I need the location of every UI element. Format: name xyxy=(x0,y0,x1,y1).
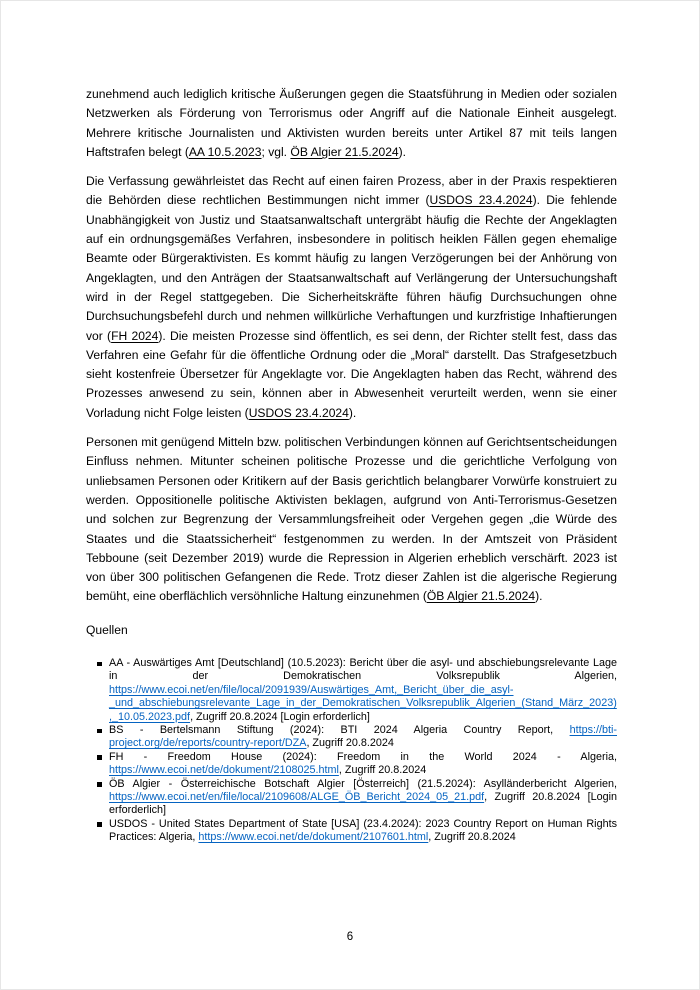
source-item xyxy=(97,657,617,724)
text-run: , Zugriff 20.8.2024 xyxy=(428,831,516,844)
text-run: ). xyxy=(348,405,357,420)
source-url-link[interactable]: https://www.ecoi.net/en/file/local/2109608/ALGE_ÖB_Bericht_2024_05_21.pdf xyxy=(109,791,485,804)
source-item xyxy=(97,724,617,751)
text-run: , Zugriff 20.8.2024 xyxy=(338,764,427,777)
bullet-square-icon xyxy=(97,822,102,827)
text-run: Die Verfassung gewährleistet das Recht auf einen fairen Prozess, aber in der Praxis respektieren die Behörden diese rechtlichen Bestimmungen nicht immer ( xyxy=(86,174,617,208)
text-run: AA - Auswärtiges Amt [Deutschland] (10.5.2023): Bericht über die asyl- und abschiebungsrelevante Lage in der Demokratischen Volksrepublik Algerien, xyxy=(109,657,617,683)
text-run: ). Die meisten Prozesse sind öffentlich, es sei denn, der Richter stellt fest, dass das Verfahren eine Gefahr für die öffentliche Ordnung oder die „Moral“ darstellt. Das Strafgesetzbuch sieht kostenfreie Übersetzer für Angeklagte vor. Die Angeklagten haben das Recht, während des Prozesses anwesend zu sein, können aber in Abwesenheit verurteilt werden, wenn sie einer Vorladung nicht Folge leisten ( xyxy=(86,328,617,420)
text-run: , Zugriff 20.8.2024 [Login erforderlich] xyxy=(109,791,617,817)
text-run: ÖB Algier - Österreichische Botschaft Algier [Österreich] (21.5.2024): Asylländerbericht Algerien, xyxy=(109,777,617,790)
paragraph xyxy=(86,433,617,607)
sources-list xyxy=(86,657,617,845)
text-run: FH - Freedom House (2024): Freedom in the World 2024 - Algeria, xyxy=(109,750,617,763)
bullet-square-icon xyxy=(97,782,102,787)
source-item xyxy=(97,778,617,818)
source-text xyxy=(109,657,617,723)
source-url-link[interactable]: https://www.ecoi.net/en/file/local/2091939/Auswärtiges_Amt,_Bericht_über_die_asyl-_und_abschiebungsrelevante_Lage_in_der_Demokratischen_Volksrepublik_Algerien_(Stand_März_2023),_10.05.2023.pdf xyxy=(109,683,617,723)
page-content xyxy=(86,85,617,845)
source-item xyxy=(97,818,617,845)
source-text xyxy=(109,818,617,843)
source-text xyxy=(109,778,617,817)
paragraph xyxy=(86,172,617,423)
source-item xyxy=(97,751,617,778)
source-url-link[interactable]: https://bti-project.org/de/reports/country-report/DZA xyxy=(109,724,617,750)
text-run: Personen mit genügend Mitteln bzw. politischen Verbindungen können auf Gerichtsentscheidungen Einfluss nehmen. Mitunter scheinen politische Prozesse und die gerichtliche Verfolgung von unliebsamen Personen oder Kritikern auf der Basis gerichtlich belangbarer Vorwürfe konstruiert zu werden. Oppositionelle politische Aktivisten beklagen, aufgrund von Anti-Terrorismus-Gesetzen und solchen zur Begrenzung der Versammlungsfreiheit oder Vergehen gegen „die Würde des Staates und die Staatssicherheit“ festgenommen zu werden. In der Amtszeit von Präsident Tebboune (seit Dezember 2019) wurde die Repression in Algerien erheblich verschärft. 2023 ist von über 300 politischen Gefangenen die Rede. Trotz dieser Zahlen ist die algerische Regierung bemüht, eine oberflächlich versöhnliche Haltung einzunehmen ( xyxy=(86,435,617,604)
source-url-link[interactable]: https://www.ecoi.net/de/dokument/2108025.html xyxy=(109,764,339,777)
sources-heading: Quellen xyxy=(86,622,128,637)
paragraph xyxy=(86,85,617,162)
citation-link[interactable]: FH 2024 xyxy=(111,328,159,343)
text-run: zunehmend auch lediglich kritische Äußerungen gegen die Staatsführung in Medien oder sozialen Netzwerken als Förderung von Terrorismus oder Angriff auf die Nationale Einheit ausgelegt. Mehrere kritische Journalisten und Aktivisten wurden bereits unter Artikel 87 mit teils langen Haftstrafen belegt ( xyxy=(86,87,617,159)
text-run: USDOS - United States Department of State [USA] (23.4.2024): 2023 Country Report on Human Rights Practices: Algeria, xyxy=(109,817,617,844)
bullet-square-icon xyxy=(97,729,102,734)
citation-link[interactable]: USDOS 23.4.2024 xyxy=(429,193,533,208)
citation-link[interactable]: USDOS 23.4.2024 xyxy=(248,405,349,420)
bullet-square-icon xyxy=(97,662,102,667)
text-run: ). Die fehlende Unabhängigkeit von Justiz und Staatsanwaltschaft untergräbt häufig die Rechte der Angeklagten auf ein ordnungsgemäßes Verfahren, insbesondere in politisch heiklen Fällen gegen ehemalige Beamte oder Bürgeraktivisten. Es kommt häufig zu langen Verzögerungen bei der Anhörung von Angeklagten, und den Anträgen der Staatsanwaltschaft auf Verlängerung der Untersuchungshaft wird in der Regel stattgegeben. Die Sicherheitskräfte führen häufig Durchsuchungen ohne Durchsuchungsbefehl durch und nehmen willkürliche Verhaftungen und kurzfristige Inhaftierungen vor ( xyxy=(86,193,617,343)
text-run: ; vgl. xyxy=(261,144,291,159)
source-text xyxy=(109,751,617,776)
page-number: 6 xyxy=(346,931,354,943)
citation-link[interactable]: AA 10.5.2023 xyxy=(188,144,262,159)
text-run: BS - Bertelsmann Stiftung (2024): BTI 2024 Algeria Country Report, xyxy=(109,724,570,737)
text-run: ). xyxy=(535,589,543,604)
page-footer xyxy=(1,927,699,945)
citation-link[interactable]: ÖB Algier 21.5.2024 xyxy=(426,589,536,604)
text-run: , Zugriff 20.8.2024 [Login erforderlich] xyxy=(190,710,370,723)
body-paragraphs xyxy=(86,85,617,607)
text-run: , Zugriff 20.8.2024 xyxy=(306,737,394,750)
source-url-link[interactable]: https://www.ecoi.net/de/dokument/2107601.html xyxy=(198,831,429,844)
bullet-square-icon xyxy=(97,755,102,760)
source-text xyxy=(109,724,617,749)
text-run: ). xyxy=(398,144,407,159)
citation-link[interactable]: ÖB Algier 21.5.2024 xyxy=(290,144,399,159)
